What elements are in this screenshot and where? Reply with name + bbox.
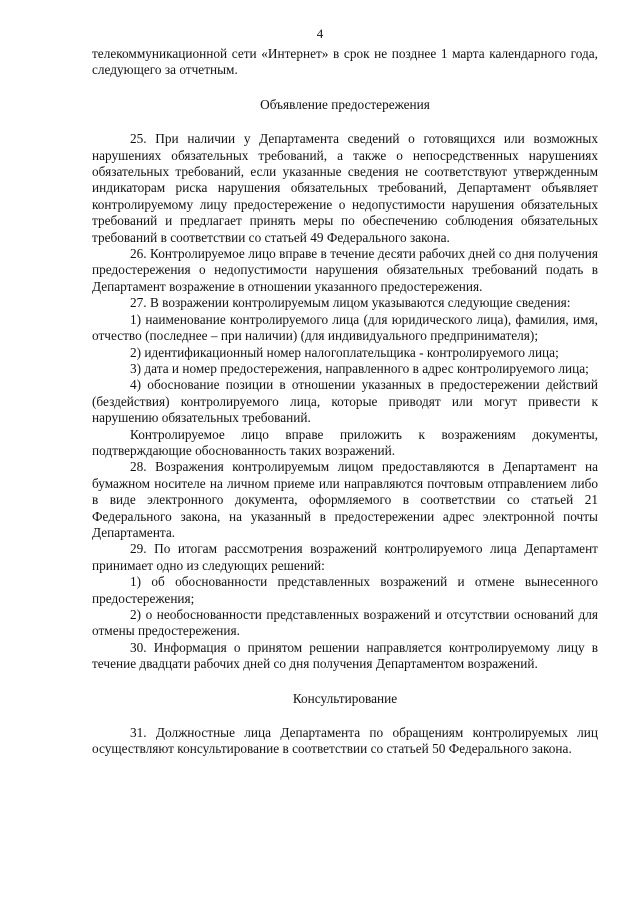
section-consulting-body (92, 725, 598, 758)
paragraph-27: 27. В возражении контролируемым лицом указываются следующие сведения: (130, 295, 571, 311)
paragraph-25: 25. При наличии у Департамента сведений о готовящихся или возможных нарушениях обязательных требований, а также о непосредственных нарушениях обязательных требований, если указанные сведения не соответствуют утвержденным индикаторам риска нарушения обязательных требований, Департамент объявляет контролируемому лицу предостережение о недопустимости нарушения обязательных требований и предлагает принять меры по обеспечению соблюдения обязательных требований в соответствии со статьей 49 Федерального закона. (92, 131, 598, 245)
page-number: 4 (316, 26, 324, 41)
paragraph-30: 30. Информация о принятом решении направляется контролируемому лицу в течение двадцати рабочих дней со дня получения Департаментом возражений. (92, 639, 598, 672)
paragraph-26: 26. Контролируемое лицо вправе в течение десяти рабочих дней со дня получения предостережения о недопустимости нарушения обязательных требований подать в Департамент возражение в отношении указанного предостережения. (92, 246, 598, 294)
section-title-consulting: Консультирование (292, 690, 398, 706)
paragraph-31: 31. Должностные лица Департамента по обращениям контролируемых лиц осуществляют консультирование в соответствии со статьей 50 Федерального закона. (92, 725, 598, 757)
document-body (92, 46, 598, 758)
paragraph-27-item-2: 2) идентификационный номер налогоплательщика - контролируемого лица; (130, 344, 559, 360)
paragraph-29-item-1: 1) об обоснованности представленных возражений и отмене вынесенного предостережения; (92, 574, 598, 606)
paragraph-27-item-4: 4) обоснование позиции в отношении указанных в предостережении действий (бездействия) контролируемого лица, которые приводят или могут привести к нарушению обязательных требований. (92, 377, 598, 426)
paragraph-27-attachments: Контролируемое лицо вправе приложить к возражениям документы, подтверждающие обоснованность таких возражений. (92, 426, 598, 458)
paragraph-29: 29. По итогам рассмотрения возражений контролируемого лица Департамент принимает одно из следующих решений: (92, 541, 598, 573)
paragraph-29-item-2: 2) о необоснованности представленных возражений и отсутствии оснований для отмены предостережения. (92, 607, 598, 639)
section-title-warning: Объявление предостережения (260, 96, 430, 112)
intro-continuation: телекоммуникационной сети «Интернет» в срок не позднее 1 марта календарного года, следующего за отчетным. (92, 46, 598, 78)
section-warning-body (92, 131, 598, 672)
paragraph-27-item-3: 3) дата и номер предостережения, направленного в адрес контролируемого лица; (130, 360, 589, 376)
paragraph-27-item-1: 1) наименование контролируемого лица (для юридического лица), фамилия, имя, отчество (последнее – при наличии) (для индивидуального предпринимателя); (92, 311, 598, 344)
paragraph-28: 28. Возражения контролируемым лицом предоставляются в Департамент на бумажном носителе на личном приеме или направляются почтовым отправлением либо в виде электронного документа, оформляемого в соответствии со статьей 21 Федерального закона, на указанный в предостережении адрес электронной почты Департамента. (92, 459, 598, 540)
